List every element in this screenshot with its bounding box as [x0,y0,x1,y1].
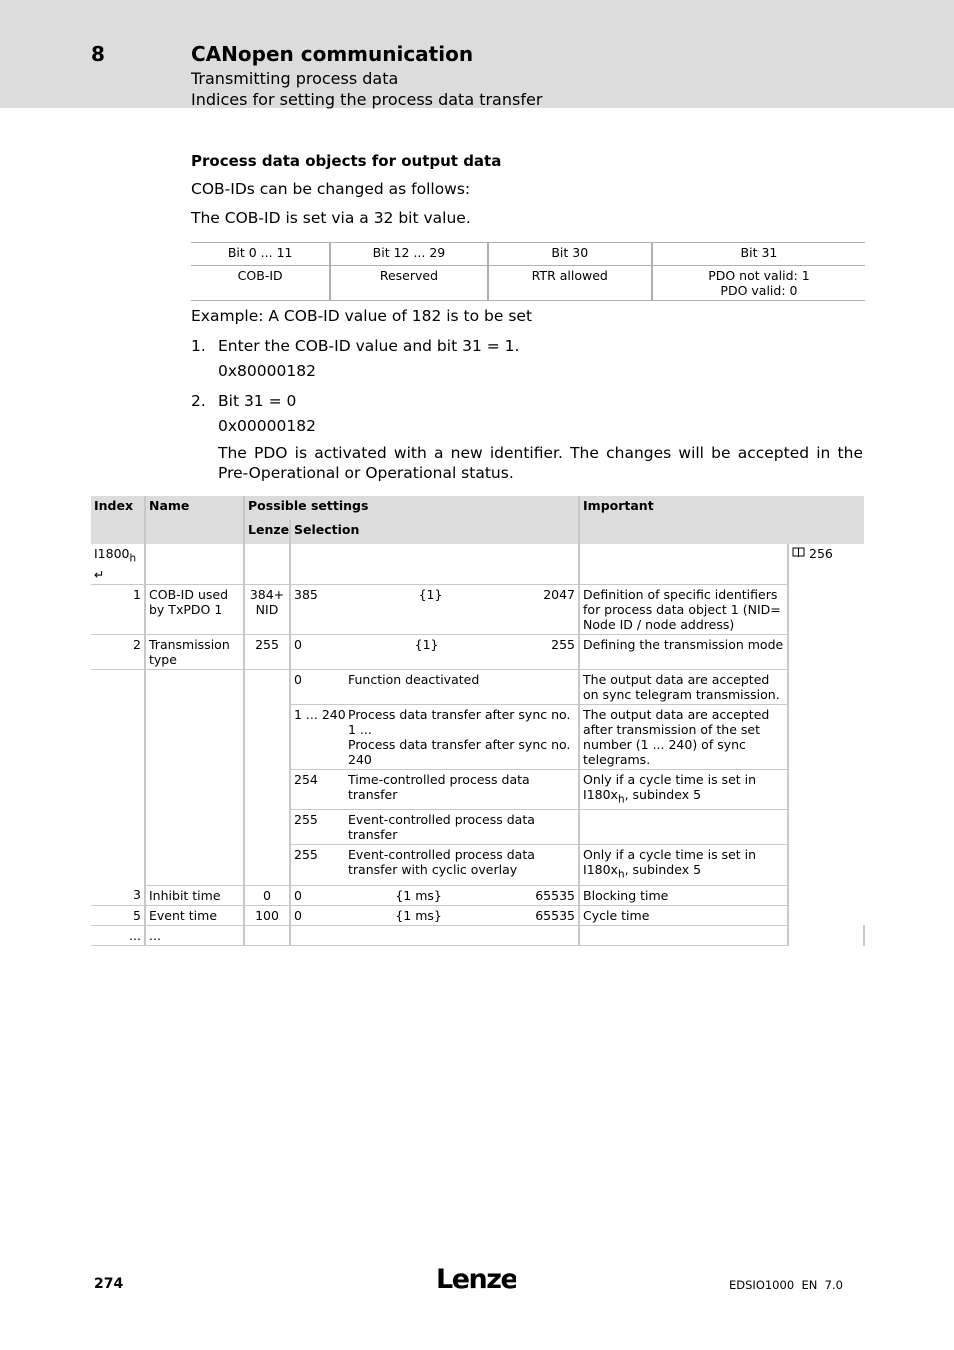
option-text: Process data transfer after sync no. 240 [348,736,571,767]
ellipsis-name: ... [145,925,244,945]
section-title: Process data objects for output data [191,152,502,170]
header-possible-settings: Possible settings [244,496,579,520]
range-unit: {1} [418,586,443,602]
page-number: 274 [94,1276,124,1292]
important-text: Blocking time [579,885,788,905]
option-value: 255 [294,847,318,862]
option-text: Event-controlled process data transfer [348,812,535,842]
subindex: 2 [91,634,145,669]
lenze-default: 384+ NID [244,584,290,634]
header-selection: Selection [290,520,579,544]
table-row-ellipsis [91,925,864,945]
option-note-text: Only if a cycle time is set in I180x [583,847,757,877]
header-index: Index [91,496,145,544]
header-important: Important [579,496,864,544]
header-name: Name [145,496,244,544]
step-1-value: 0x80000182 [218,362,316,380]
table-row-index [91,544,864,584]
range-min: 0 [294,636,302,652]
bit-header: Bit 12 ... 29 [330,243,487,266]
step-2-text: Bit 31 = 0 [218,392,297,410]
logo-text: Lenze [436,1264,516,1294]
option-note [579,769,788,810]
empty-cell [579,544,788,584]
option-text: Process data transfer after sync no. 1 ... [348,706,571,737]
selection-range [290,584,579,634]
param-name: Inhibit time [145,885,244,905]
option-value: 1 ... 240 [294,706,346,722]
reference-cell [788,544,864,945]
option-note [579,810,788,845]
bit-header: Bit 30 [488,243,652,266]
bit-header: Bit 0 ... 11 [191,243,330,266]
option-note-suffix: h [617,793,625,805]
header-lenze: Lenze [244,520,290,544]
param-name: COB-ID used by TxPDO 1 [145,584,244,634]
lenze-logo [436,1264,516,1298]
ellipsis-index: ... [91,925,145,945]
option-note: The output data are accepted on sync telegram transmission. [579,669,788,704]
option-cell [290,769,579,810]
option-text: Event-controlled process data transfer with cyclic overlay [348,847,535,877]
bit-cell-line: PDO valid: 0 [720,283,798,298]
range-unit: {1 ms} [395,887,442,903]
param-name: Event time [145,905,244,925]
option-value: 255 [294,812,318,827]
option-text-block [348,707,575,767]
important-text: Defining the transmission mode [579,634,788,669]
option-row [91,669,864,704]
bit-cell: Reserved [330,266,487,301]
empty-cell [290,544,579,584]
index-cell [91,544,145,584]
page-reference: 256 [809,546,833,561]
range-max: 255 [551,636,576,652]
document-id: EDSIO1000 EN 7.0 [729,1278,843,1292]
bit-header: Bit 31 [652,243,865,266]
table-row [91,634,864,669]
option-note-text: , subindex 5 [624,862,702,877]
option-value: 0 [294,671,302,687]
option-note-text: Only if a cycle time is set in I180x [583,771,757,802]
subtitle-1: Transmitting process data [191,69,399,88]
example-text: Example: A COB-ID value of 182 is to be set [191,307,533,325]
param-name: Transmission type [145,634,244,669]
intro-line-1: COB-IDs can be changed as follows: [191,180,471,198]
range-max: 65535 [535,907,575,923]
subtitle-2: Indices for setting the process data transfer [191,90,543,109]
table-row [91,905,864,925]
subindex: 5 [91,905,145,925]
subindex: 3 [91,885,145,905]
empty-cell [244,669,290,885]
table-row [91,584,864,634]
selection-range [290,885,579,905]
bit-cell-line: PDO not valid: 1 [708,268,810,283]
empty-cell [244,925,290,945]
option-cell [290,669,579,704]
empty-cell [244,544,290,584]
range-max: 2047 [543,586,575,602]
table-row [91,885,864,905]
bit-table-row [191,266,865,301]
option-note: The output data are accepted after transmission of the set number (1 ... 240) of sync telegrams. [579,704,788,769]
option-text: Function deactivated [348,671,480,687]
step-1-text: Enter the COB-ID value and bit 31 = 1. [218,337,520,355]
chapter-title: CANopen communication [191,42,474,66]
range-unit: {1} [414,636,439,652]
important-text: Definition of specific identifiers for process data object 1 (NID= Node ID / node address) [579,584,788,634]
index-value: I1800 [94,546,130,561]
option-cell [290,704,579,769]
empty-cell [91,669,145,885]
range-min: 0 [294,907,302,923]
lenze-default: 255 [244,634,290,669]
range-min: 385 [294,586,318,602]
empty-cell [579,925,788,945]
option-note-text: , subindex 5 [624,786,702,802]
empty-cell [145,669,244,885]
option-note-suffix: h [617,868,625,881]
selection-range [290,905,579,925]
option-text: Time-controlled process data transfer [348,771,530,802]
option-cell [290,845,579,886]
step-1-number: 1. [191,337,206,355]
chapter-number: 8 [91,42,105,66]
bit-table [191,242,865,301]
index-suffix: h [129,552,137,565]
range-unit: {1 ms} [395,907,442,923]
range-max: 65535 [535,887,575,903]
option-cell [290,810,579,845]
bit-table-header-row [191,243,865,266]
activation-paragraph: The PDO is activated with a new identifier. The changes will be accepted in the Pre-Operational or Operational status. [218,444,863,482]
empty-cell [145,544,244,584]
lenze-default: 0 [244,885,290,905]
option-note [579,845,788,886]
important-text: Cycle time [579,905,788,925]
empty-cell [290,925,579,945]
bit-cell: RTR allowed [488,266,652,301]
step-2-number: 2. [191,392,206,410]
intro-line-2: The COB-ID is set via a 32 bit value. [191,209,471,227]
range-min: 0 [294,887,302,903]
parameter-table [91,496,864,946]
step-2-value: 0x00000182 [218,417,316,435]
bit-cell [652,266,865,301]
lenze-default: 100 [244,905,290,925]
book-icon [792,546,809,561]
option-value: 254 [294,771,318,787]
selection-range [290,634,579,669]
subindex: 1 [91,584,145,634]
table-header-row [91,496,864,520]
bit-cell: COB-ID [191,266,330,301]
return-arrow-icon: ↵ [94,566,105,582]
